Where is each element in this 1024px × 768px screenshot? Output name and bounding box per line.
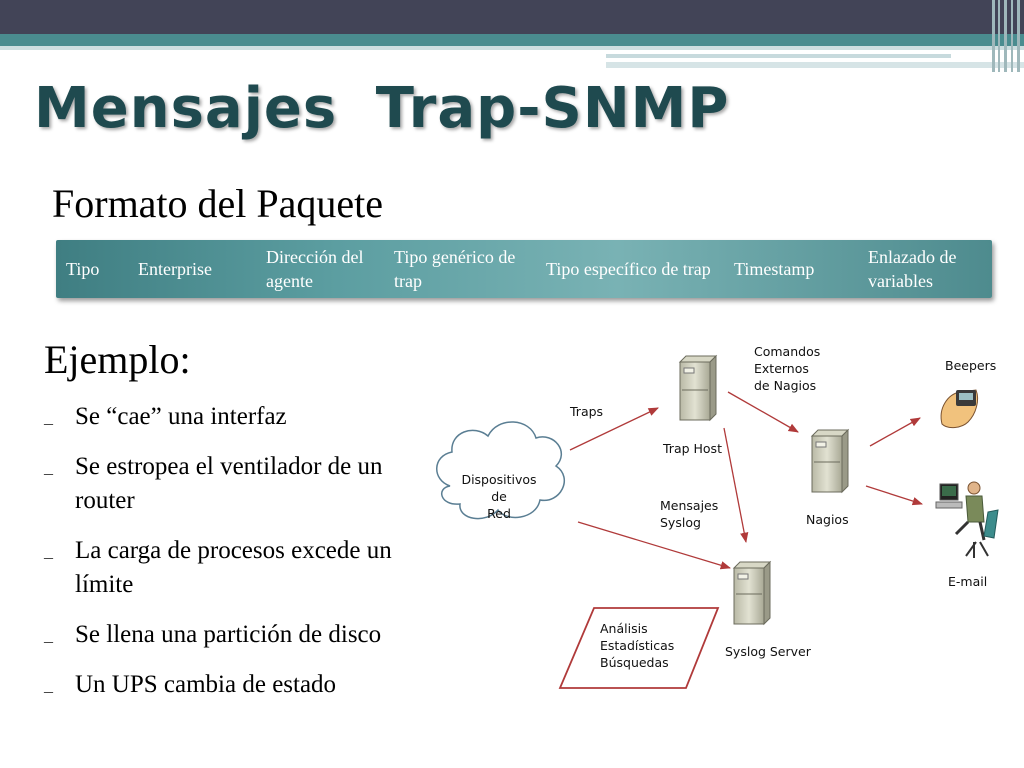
decor-line — [606, 54, 951, 58]
top-stripe — [0, 34, 1024, 46]
packet-format-band — [56, 240, 992, 298]
arrow-to-nagios — [728, 392, 798, 432]
email-label: E-mail — [948, 574, 988, 589]
list-item-text: Se “cae” una interfaz — [75, 403, 287, 430]
packet-field: Tipo — [66, 259, 100, 279]
list-item-text: Se estropea el ventilador de un router — [75, 453, 383, 514]
trap-host-label: Trap Host — [663, 441, 722, 456]
list-item-text: Un UPS cambia de estado — [75, 671, 337, 698]
example-heading: Ejemplo: — [44, 337, 191, 382]
list-item — [44, 618, 439, 652]
comandos-label-line: de Nagios — [754, 378, 817, 393]
list-item-text: La carga de procesos excede un límite — [75, 537, 392, 598]
traps-label: Traps — [570, 404, 604, 419]
slide-subtitle: Formato del Paquete — [52, 181, 384, 226]
trap-host-server-icon — [680, 356, 716, 420]
pager-in-hand-icon — [941, 390, 977, 428]
dash-bullet-icon: – — [44, 547, 53, 567]
list-item — [44, 534, 439, 602]
mensajes-label-line: Syslog — [660, 515, 701, 530]
person-at-computer-icon — [936, 482, 998, 558]
nagios-label: Nagios — [806, 512, 849, 527]
top-bar — [0, 0, 1024, 34]
analysis-label-line: Búsquedas — [600, 655, 669, 670]
dash-bullet-icon: – — [44, 631, 53, 651]
mensajes-label-line: Mensajes — [660, 498, 719, 513]
cloud-label-line: Dispositivos — [461, 472, 537, 487]
arrow-syslog — [578, 522, 730, 568]
example-list — [44, 400, 439, 718]
packet-field: Tipo específico de trap — [546, 259, 711, 279]
syslog-server-label: Syslog Server — [725, 644, 811, 659]
comandos-label-line: Externos — [754, 361, 809, 376]
packet-field: Enlazado de variables — [868, 247, 957, 291]
nagios-server-icon — [812, 430, 848, 492]
beepers-label: Beepers — [945, 358, 997, 373]
list-item — [44, 400, 439, 434]
slide-title: Mensajes Trap-SNMP — [34, 76, 730, 141]
list-item — [44, 450, 439, 518]
arrow-to-beepers — [870, 418, 920, 446]
list-item — [44, 668, 439, 702]
dash-bullet-icon: – — [44, 463, 53, 483]
syslog-server-icon — [734, 562, 770, 624]
arrow-to-syslog-server — [724, 428, 746, 542]
packet-field: Timestamp — [734, 259, 815, 279]
analysis-label-line: Análisis — [600, 621, 648, 636]
comandos-label-line: Comandos — [754, 344, 821, 359]
decor-line — [606, 62, 1024, 68]
packet-field: Tipo genérico de trap — [394, 247, 516, 291]
decor-vertical-lines — [990, 0, 1024, 72]
decor-line — [0, 46, 1024, 50]
packet-field: Dirección del agente — [266, 247, 364, 291]
network-devices-cloud — [437, 422, 565, 521]
cloud-label-line: de — [491, 489, 507, 504]
packet-field: Enterprise — [138, 259, 212, 279]
dash-bullet-icon: – — [44, 681, 53, 701]
trap-flow-diagram — [428, 328, 1024, 700]
cloud-label-line: Red — [487, 506, 511, 521]
arrow-to-email — [866, 486, 922, 504]
list-item-text: Se llena una partición de disco — [75, 621, 382, 648]
dash-bullet-icon: – — [44, 413, 53, 433]
analysis-label-line: Estadísticas — [600, 638, 675, 653]
